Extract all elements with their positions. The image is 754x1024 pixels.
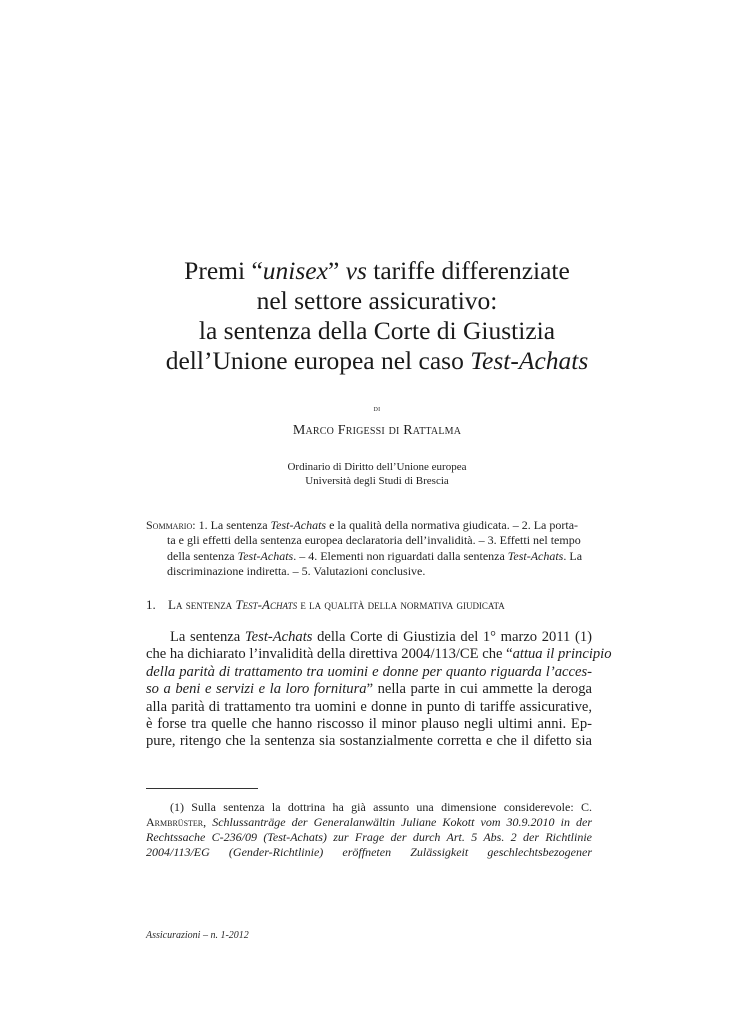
title-test-achats: Test-Achats [470, 346, 589, 375]
footnote-1 [146, 800, 592, 860]
article-title [0, 256, 754, 376]
author-name: Marco Frigessi di Rattalma [292, 423, 462, 438]
body-line-5: alla parità di trattamento tra uomini e donne in punto di tariffe assicurative, [146, 698, 592, 715]
author-affiliation [0, 460, 754, 488]
summary [146, 518, 592, 579]
title-line-2: nel settore assicurativo: [256, 286, 498, 315]
title-line-1: Premi “unisex” vs tariffe differenziate [184, 256, 570, 285]
body-line-3: della parità di trattamento tra uomini e donne per quanto riguarda l’acces- [146, 663, 592, 680]
footnote-line-2: Armbrüster, Schlussanträge der Generalanwältin Juliane Kokott vom 30.9.2010 in der [146, 815, 593, 829]
title-vs: vs [345, 256, 367, 285]
title-unisex: unisex [262, 256, 328, 285]
body-paragraph [146, 629, 612, 751]
footnote-separator [146, 788, 258, 789]
by-word: di [373, 404, 381, 413]
body-line-1: La sentenza Test-Achats della Corte di Giustizia del 1° marzo 2011 (1) [170, 629, 592, 645]
summary-line-3: della sentenza Test-Achats. – 4. Elementi non riguardati dalla sentenza Test-Achats. La [167, 548, 583, 563]
affiliation-line-1: Ordinario di Diritto dell’Unione europea [287, 461, 467, 473]
summary-line-1: Sommario: 1. La sentenza Test-Achats e la qualità della normativa giudicata. – 2. La porta- [146, 518, 579, 532]
footnote-line-1: (1) Sulla sentenza la dottrina ha già assunto una dimensione considerevole: C. [170, 800, 592, 814]
body-line-6: è forse tra quelle che hanno riscosso il minor plauso negli ultimi anni. Ep- [146, 716, 592, 733]
body-line-2: che ha dichiarato l’invalidità della direttiva 2004/113/CE che “attua il principio [146, 646, 612, 663]
section-1-heading [146, 597, 606, 613]
section-title: La sentenza Test-Achats e la qualità della normativa giudicata [168, 597, 505, 612]
title-line-4: dell’Unione europea nel caso Test-Achats [165, 346, 589, 375]
body-line-4: so a beni e servizi e la loro fornitura” nella parte in cui ammette la deroga [146, 681, 592, 698]
affiliation-line-2: Università degli Studi di Brescia [305, 475, 449, 487]
running-footer: Assicurazioni – n. 1-2012 [146, 930, 249, 941]
footnote-line-3: Rechtssache C-236/09 (Test-Achats) zur Frage der durch Art. 5 Abs. 2 der Richtlinie [146, 830, 592, 844]
body-line-7: pure, ritengo che la sentenza sia sostanzialmente corretta e che il difetto sia [146, 733, 592, 750]
title-line-3: la sentenza della Corte di Giustizia [198, 316, 556, 345]
summary-line-4: discriminazione indiretta. – 5. Valutazioni conclusive. [167, 563, 426, 578]
summary-label: Sommario: [146, 518, 196, 532]
summary-line-2: ta e gli effetti della sentenza europea declaratoria dell’invalidità. – 3. Effetti nel tempo [167, 533, 581, 548]
footnote-line-4: 2004/113/EG (Gender-Richtlinie) eröffneten Zulässigkeit geschlechtsbezogener [146, 845, 592, 859]
section-number: 1. [146, 597, 156, 612]
